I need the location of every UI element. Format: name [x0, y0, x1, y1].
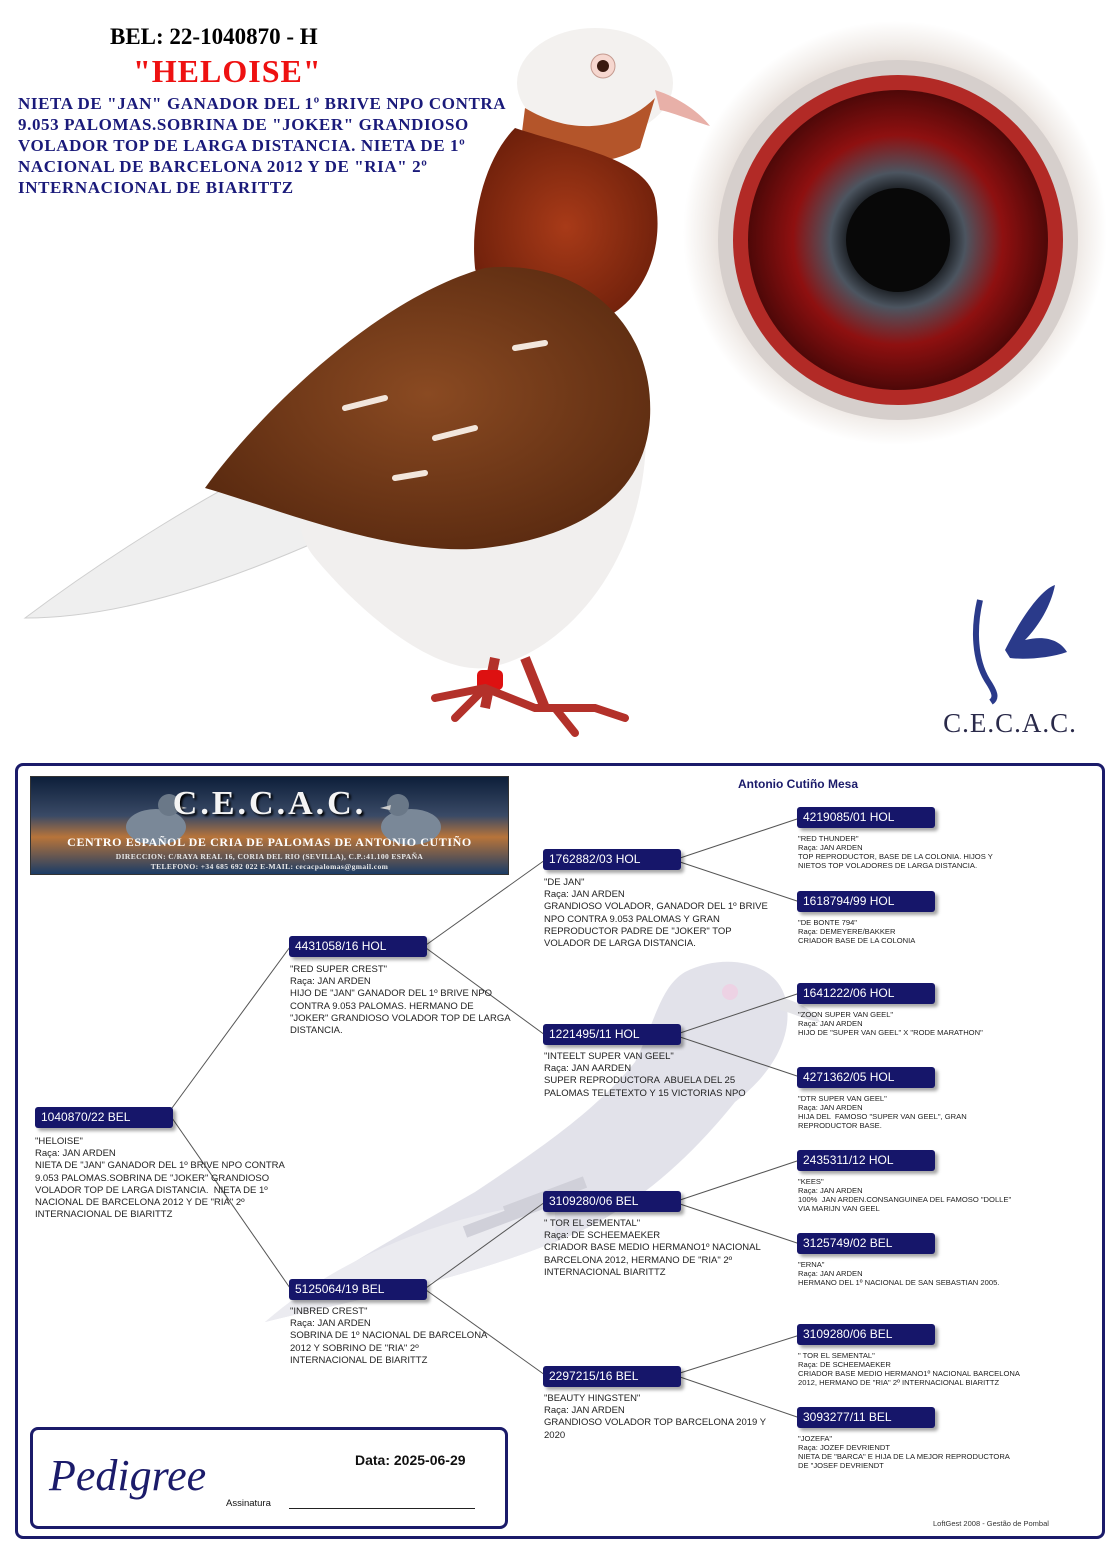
grandparent-info-1: "DE JAN" Raça: JAN ARDEN GRANDIOSO VOLADOR, GANADOR DEL 1º BRIVE NPO CONTRA 9.053 PALOMAS Y GRAN REPRODUCTOR PADRE DE "JOKER" TOP VOLADOR DE LARGA DISTANCIA. — [544, 877, 768, 950]
great-grandparent-ring-4[interactable]: 4271362/05 HOL — [797, 1067, 935, 1088]
signature-line[interactable] — [289, 1508, 475, 1509]
great-grandparent-ring-8[interactable]: 3093277/11 BEL — [797, 1407, 935, 1428]
dam-ring[interactable]: 5125064/19 BEL — [289, 1279, 427, 1300]
banner-address: DIRECCION: C/RAYA REAL 16, CORIA DEL RIO (SEVILLA), C.P.:41.100 ESPAÑA — [115, 852, 424, 861]
great-grandparent-info-8: "JOZEFA" Raça: JOZEF DEVRIENDT NIETA DE "BARCA" E HIJA DE LA MEJOR REPRODUCTORA DE "JOSEF DEVRIENDT — [798, 1434, 1010, 1470]
banner-title: C.E.C.A.C. — [172, 785, 367, 822]
grandparent-ring-4[interactable]: 2297215/16 BEL — [543, 1366, 681, 1387]
grandparent-info-2: "INTEELT SUPER VAN GEEL" Raça: JAN AARDEN SUPER REPRODUCTORA ABUELA DEL 25 PALOMAS TELETEXTO Y 15 VICTORIAS NPO — [544, 1051, 746, 1099]
cecac-logo — [925, 580, 1095, 750]
pedigree-footer — [30, 1427, 508, 1529]
sire-ring[interactable]: 4431058/16 HOL — [289, 936, 427, 957]
great-grandparent-ring-7[interactable]: 3109280/06 BEL — [797, 1324, 935, 1345]
great-grandparent-info-4: "DTR SUPER VAN GEEL" Raça: JAN ARDEN HIJA DEL FAMOSO "SUPER VAN GEEL", GRAN REPRODUCTOR BASE. — [798, 1094, 967, 1130]
dam-info: "INBRED CREST" Raça: JAN ARDEN SOBRINA DE 1º NACIONAL DE BARCELONA 2012 Y SOBRINO DE "RIA" 2º INTERNACIONAL DE BIARITTZ — [290, 1306, 488, 1366]
banner-subtitle: CENTRO ESPAÑOL DE CRIA DE PALOMAS DE ANTONIO CUTIÑO — [67, 835, 472, 849]
great-grandparent-info-7: " TOR EL SEMENTAL" Raça: DE SCHEEMAEKER CRIADOR BASE MEDIO HERMANO1º NACIONAL BARCELONA 2012, HERMANO DE "RIA" 2º INTERNACIONAL BIARITTZ — [798, 1351, 1020, 1387]
great-grandparent-ring-6[interactable]: 3125749/02 BEL — [797, 1233, 935, 1254]
great-grandparent-ring-2[interactable]: 1618794/99 HOL — [797, 891, 935, 912]
sire-info: "RED SUPER CREST" Raça: JAN ARDEN HIJO DE "JAN" GANADOR DEL 1º BRIVE NPO CONTRA 9.053 PALOMAS. HERMANO DE "JOKER" GRANDIOSO VOLADOR TOP DE LARGA DISTANCIA. — [290, 964, 511, 1037]
owner-name: Antonio Cutiño Mesa — [738, 777, 858, 791]
cecac-banner — [30, 776, 509, 875]
great-grandparent-ring-5[interactable]: 2435311/12 HOL — [797, 1150, 935, 1171]
great-grandparent-info-2: "DE BONTE 794" Raça: DEMEYERE/BAKKER CRIADOR BASE DE LA COLONIA — [798, 918, 916, 945]
grandparent-ring-3[interactable]: 3109280/06 BEL — [543, 1191, 681, 1212]
pigeon-name: "HELOISE" — [133, 53, 322, 89]
signature-label: Assinatura — [226, 1498, 271, 1509]
ring-title: BEL: 22-1040870 - H — [110, 24, 318, 49]
grandparent-ring-1[interactable]: 1762882/03 HOL — [543, 849, 681, 870]
eye-photo — [680, 18, 1110, 448]
grandparent-ring-2[interactable]: 1221495/11 HOL — [543, 1024, 681, 1045]
logo-text: C.E.C.A.C. — [943, 708, 1077, 738]
great-grandparent-ring-3[interactable]: 1641222/06 HOL — [797, 983, 935, 1004]
great-grandparent-info-3: "ZOON SUPER VAN GEEL" Raça: JAN ARDEN HIJO DE "SUPER VAN GEEL" X "RODE MARATHON" — [798, 1010, 983, 1037]
grandparent-info-4: "BEAUTY HINGSTEN" Raça: JAN ARDEN GRANDIOSO VOLADOR TOP BARCELONA 2019 Y 2020 — [544, 1393, 767, 1441]
pedigree-date: Data: 2025-06-29 — [355, 1452, 466, 1468]
subject-info: "HELOISE" Raça: JAN ARDEN NIETA DE "JAN" GANADOR DEL 1º BRIVE NPO CONTRA 9.053 PALOMAS.SOBRINA DE "JOKER" GRANDIOSO VOLADOR TOP DE LARGA DISTANCIA. NIETA DE 1º NACIONAL DE BARCELONA 2012 Y DE "RIA" 2º INTERNACIONAL DE BIARITTZ — [35, 1136, 285, 1221]
grandparent-info-3: " TOR EL SEMENTAL" Raça: DE SCHEEMAEKER CRIADOR BASE MEDIO HERMANO1º NACIONAL BARCELONA 2012, HERMANO DE "RIA" 2º INTERNACIONAL BIARITTZ — [544, 1218, 761, 1278]
subject-ring[interactable]: 1040870/22 BEL — [35, 1107, 173, 1128]
software-credit: LoftGest 2008 - Gestão de Pombal — [933, 1519, 1049, 1528]
great-grandparent-ring-1[interactable]: 4219085/01 HOL — [797, 807, 935, 828]
great-grandparent-info-5: "KEES" Raça: JAN ARDEN 100% JAN ARDEN.CONSANGUINEA DEL FAMOSO "DOLLE" VIA MARIJN VAN GEEL — [798, 1177, 1012, 1213]
banner-phone: TELEFONO: +34 685 692 022 E-MAIL: cecacpalomas@gmail.com — [150, 862, 389, 871]
great-grandparent-info-1: "RED THUNDER" Raça: JAN ARDEN TOP REPRODUCTOR, BASE DE LA COLONIA. HIJOS Y NIETOS TOP VOLADORES DE LARGA DISTANCIA. — [798, 834, 993, 870]
pedigree-label: Pedigree — [49, 1451, 207, 1500]
pigeon-description: NIETA DE "JAN" GANADOR DEL 1º BRIVE NPO CONTRA 9.053 PALOMAS.SOBRINA DE "JOKER" GRANDIOSO VOLADOR TOP DE LARGA DISTANCIA. NIETA DE 1º NACIONAL DE BARCELONA 2012 Y DE "RIA" 2º INTERNACIONAL DE BIARITTZ — [18, 94, 506, 197]
dove-icon — [925, 580, 1095, 705]
great-grandparent-info-6: "ERNA" Raça: JAN ARDEN HERMANO DEL 1º NACIONAL DE SAN SEBASTIAN 2005. — [798, 1260, 1000, 1287]
